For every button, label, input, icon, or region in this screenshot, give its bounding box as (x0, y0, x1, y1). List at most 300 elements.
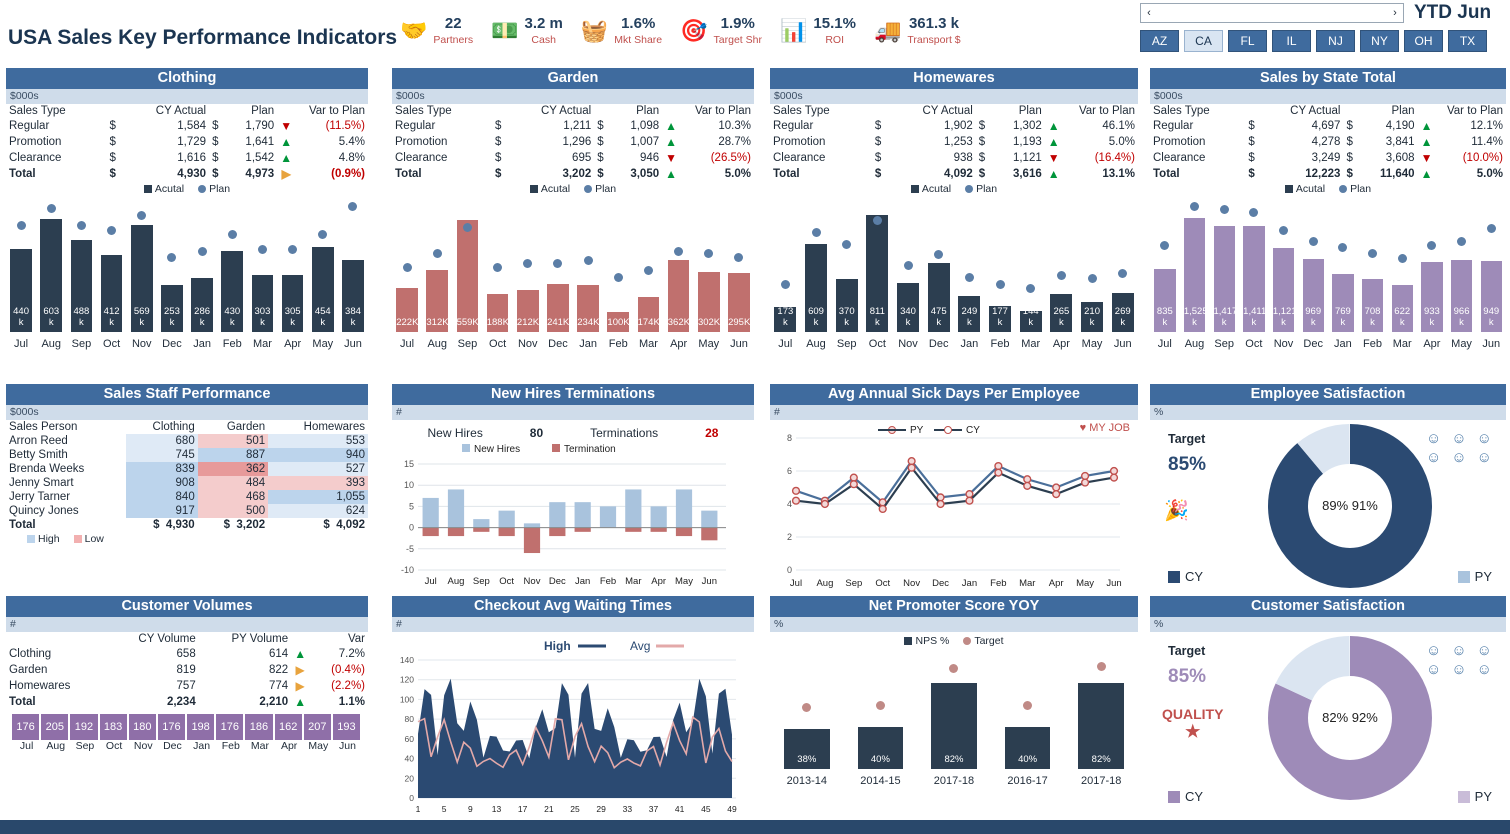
kpi-label: Transport $ (907, 33, 961, 46)
arrow-up-icon: ▲ (280, 151, 293, 165)
x-tick: Apr (670, 338, 688, 350)
plan-marker (842, 240, 851, 249)
kpi-value: 1.6% (621, 15, 656, 33)
smiley-icon: ☺ (1476, 642, 1492, 659)
x-tick: 2017-18 (933, 775, 975, 787)
panel-homewares (770, 68, 1138, 350)
legend-plan: Plan (584, 183, 616, 195)
plan-marker (47, 204, 56, 213)
svg-text:PY: PY (910, 425, 924, 436)
x-tick: Mar (1021, 338, 1041, 350)
garden-value: 362 (198, 462, 268, 476)
bar-value-label: 933 k (1423, 306, 1440, 328)
x-tick: Mar (1392, 338, 1412, 350)
svg-text:Aug: Aug (816, 578, 834, 589)
currency-symbol: $ (597, 136, 604, 148)
plan-marker (1118, 269, 1127, 278)
sales-grid (6, 104, 368, 182)
currency-symbol: $ (978, 136, 986, 148)
clothing-value: 839 (126, 462, 197, 476)
plan-marker (137, 211, 146, 220)
bar-value-label: 241K (547, 317, 570, 328)
bar-column (801, 195, 832, 332)
clothing-value: 908 (126, 476, 197, 490)
x-tick: Oct (103, 338, 121, 350)
new-hires-value: 80 (529, 426, 544, 440)
x-tick: Mar (252, 338, 272, 350)
x-tick: Mar (250, 740, 269, 752)
bar-value-label: 949 k (1483, 306, 1500, 328)
cv-box: 207 (304, 714, 331, 740)
x-tick: Jul (14, 338, 29, 350)
panel-unit: % (1150, 405, 1506, 420)
bar-actual (547, 284, 569, 332)
bar-value-label: 1,411 k (1243, 306, 1267, 328)
total-label: Total (9, 519, 36, 531)
table-row (770, 134, 1138, 150)
bar-value-label: 362K (667, 317, 690, 328)
var-arrow (1418, 118, 1436, 134)
homewares-bar-chart (770, 195, 1138, 350)
x-tick: 2016-17 (1007, 775, 1048, 787)
bar-column (338, 195, 368, 332)
col-header: Sales Type (1153, 105, 1210, 117)
plan-marker (1368, 249, 1377, 258)
staff-grid (6, 420, 368, 532)
target-label: Target (1168, 644, 1206, 658)
bar-actual (928, 263, 950, 332)
cv-box: 176 (12, 714, 39, 740)
table-row (770, 118, 1138, 134)
svg-text:Jun: Jun (701, 576, 717, 587)
kpi-label: Partners (433, 33, 474, 46)
x-tick: Oct (105, 740, 123, 752)
panel-unit: $000s (392, 89, 754, 104)
row-label: Total (395, 168, 422, 180)
bar-actual (457, 220, 479, 332)
bar-actual (866, 215, 888, 332)
bar-actual (805, 244, 827, 332)
svg-text:17: 17 (517, 804, 528, 814)
table-row (6, 448, 368, 462)
currency-symbol: $ (1346, 168, 1353, 180)
plan-marker (493, 263, 502, 272)
svg-text:Oct: Oct (499, 576, 515, 587)
arrow-up-icon: ▲ (665, 135, 678, 149)
kpi-value: 22 (444, 15, 462, 33)
var-arrow (291, 694, 309, 710)
plan-marker (1190, 202, 1199, 211)
spinner-prev-button[interactable]: ‹ (1147, 7, 1151, 19)
homewares-value: 553 (268, 434, 368, 448)
x-tick: 2017-18 (1080, 775, 1122, 787)
bar-actual (131, 225, 153, 332)
bar-column (97, 195, 127, 332)
homewares-value: 527 (268, 462, 368, 476)
col-header: PY Volume (231, 633, 289, 645)
bar-actual (836, 279, 858, 332)
panel-unit: % (770, 617, 1138, 632)
row-label: Regular (395, 120, 436, 132)
bar-actual (897, 283, 919, 332)
arrow-up-icon: ▲ (1420, 167, 1433, 181)
bar-value-label: 966 k (1453, 306, 1470, 328)
plan: 4,973 (245, 168, 275, 180)
plan-marker (1427, 241, 1436, 250)
col-header: Sales Type (395, 105, 452, 117)
state-button-oh[interactable]: OH (1404, 30, 1443, 52)
kpi-label: ROI (825, 33, 844, 46)
state-button-fl[interactable]: FL (1228, 30, 1267, 52)
bar-value-label: 269 k (1114, 306, 1131, 328)
cy-actual: 4,697 (1311, 120, 1341, 132)
employee-satisfaction-donut (1150, 420, 1506, 592)
x-tick: Mar (638, 338, 658, 350)
smiley-icons (1422, 430, 1496, 466)
row-label: Promotion (9, 136, 62, 148)
col-header: CY Actual (540, 105, 592, 117)
panel-unit: # (6, 617, 368, 632)
plan-marker (198, 247, 207, 256)
bar-value-label: 440 k (13, 306, 29, 328)
col-header: Plan (1391, 105, 1415, 117)
arrow-flat-icon: ▶ (295, 679, 305, 693)
svg-text:May: May (1076, 578, 1095, 589)
x-tick: Jan (193, 740, 211, 752)
var-arrow (291, 662, 309, 678)
kpi-label: Mkt Share (614, 33, 663, 46)
x-tick: Sep (75, 740, 95, 752)
svg-text:89% 91%: 89% 91% (1322, 498, 1378, 513)
row-label: Clearance (395, 152, 448, 164)
var-to-plan: 5.0% (724, 168, 751, 180)
panel-new-hires (392, 384, 754, 590)
homewares-value: 1,055 (268, 490, 368, 504)
sales-person: Quincy Jones (9, 505, 79, 517)
state-button-nj[interactable]: NJ (1316, 30, 1355, 52)
x-tick: Aug (1184, 338, 1205, 350)
x-tick: Jul (400, 338, 415, 350)
cv-box: 176 (216, 714, 243, 740)
plan-marker (1338, 243, 1347, 252)
col-header: CY Volume (138, 633, 196, 645)
bar-column (1358, 195, 1388, 332)
bar-value-label: 1,121 k (1272, 306, 1297, 328)
col-header: Plan (251, 105, 275, 117)
smiley-icon: ☺ (1476, 661, 1492, 678)
x-tick: May (312, 338, 334, 350)
x-tick: Sep (71, 338, 92, 350)
state-button-tx[interactable]: TX (1448, 30, 1487, 52)
row-label: Regular (1153, 120, 1194, 132)
cv-box: 183 (100, 714, 127, 740)
legend-nps: NPS % (904, 635, 949, 647)
kpi-value: 15.1% (813, 15, 856, 33)
panel-title: Garden (392, 68, 754, 89)
cv-box: 186 (245, 714, 272, 740)
x-tick: Apr (1052, 338, 1070, 350)
currency-symbol: $ (212, 136, 219, 148)
arrow-up-icon: ▲ (1420, 119, 1433, 133)
x-tick: Jun (339, 740, 356, 752)
plan-marker (965, 273, 974, 282)
plan: 3,608 (1385, 152, 1415, 164)
garden-value: 468 (198, 490, 268, 504)
basket-icon: 🧺 (580, 17, 609, 43)
x-tick: Oct (868, 338, 886, 350)
bar-value-label: 100K (607, 317, 630, 328)
currency-symbol: $ (495, 120, 502, 132)
bar-column (1476, 195, 1506, 332)
bar-column (1107, 195, 1138, 332)
x-tick: Feb (608, 338, 628, 350)
table-row (6, 662, 368, 678)
svg-text:29: 29 (596, 804, 606, 814)
legend-actual: Acutal (911, 183, 951, 195)
panel-employee-satisfaction (1150, 384, 1506, 592)
x-axis (392, 338, 754, 350)
spinner-next-button[interactable]: › (1393, 7, 1397, 19)
table-row (770, 150, 1138, 166)
svg-text:Termination: Termination (564, 444, 616, 455)
bar-column (1298, 195, 1328, 332)
currency-symbol: $ (874, 168, 882, 180)
bar-actual (1451, 260, 1472, 332)
bar-value-label: 340 k (900, 306, 916, 328)
py-volume: 822 (268, 664, 289, 676)
panel-unit: # (392, 617, 754, 632)
plan: 946 (639, 152, 660, 164)
x-tick: Jun (730, 338, 748, 350)
homewares-value: 393 (268, 476, 368, 490)
bar-value-label: 305 k (284, 306, 301, 328)
currency-symbol: $ (1346, 136, 1353, 148)
row-label: Total (9, 168, 36, 180)
bar-column (1015, 195, 1046, 332)
state-button-ca[interactable]: CA (1184, 30, 1223, 52)
bar-actual (161, 285, 183, 332)
bar-value-label: 475 k (930, 306, 947, 328)
bar-value-label: 622 k (1394, 306, 1411, 328)
bar-value-label: 40% (870, 754, 890, 765)
plan-marker (1057, 271, 1066, 280)
panel-title: Clothing (6, 68, 368, 89)
svg-text:15: 15 (403, 459, 414, 469)
plan: 11,640 (1380, 168, 1415, 180)
panel-unit: $000s (1150, 89, 1506, 104)
kpi-strip (400, 6, 979, 56)
svg-text:0: 0 (409, 793, 414, 803)
var-to-plan: 5.0% (1108, 136, 1135, 148)
variance: 7.2% (338, 648, 365, 660)
plan-marker (584, 256, 593, 265)
cv-box: 176 (158, 714, 185, 740)
legend-plan: Plan (965, 183, 997, 195)
bar-value-label: 174K (637, 317, 660, 328)
sales-table (770, 104, 1138, 182)
sales-table (392, 104, 754, 182)
kpi-value: 1.9% (720, 15, 755, 33)
cy-actual: 1,902 (944, 120, 973, 132)
x-tick: Nov (517, 338, 538, 350)
state-button-az[interactable]: AZ (1140, 30, 1179, 52)
bar-column (66, 195, 96, 332)
cy-actual: 12,223 (1305, 168, 1341, 180)
var-arrow (277, 134, 295, 150)
py-volume: 614 (268, 648, 289, 660)
legend-low: Low (84, 533, 104, 545)
x-axis (770, 775, 1138, 787)
plan-marker (553, 259, 562, 268)
customer-volumes-bars (6, 714, 368, 774)
plan-marker (934, 250, 943, 259)
currency-symbol: $ (1248, 168, 1255, 180)
var-arrow (1045, 166, 1063, 182)
bar-value-label: 312K (426, 317, 449, 328)
svg-text:Mar: Mar (625, 576, 642, 587)
bar-value-label: 370 k (838, 306, 855, 328)
bar-actual (1183, 218, 1208, 332)
var-to-plan: 10.3% (718, 120, 751, 132)
table-row (392, 150, 754, 166)
chart-legend (1150, 183, 1506, 195)
x-tick: Apr (284, 338, 302, 350)
table-row (6, 434, 368, 448)
currency-symbol: $ (597, 168, 604, 180)
legend-target: Target (963, 635, 1003, 647)
row-label: Total (9, 696, 36, 708)
arrow-up-icon: ▲ (280, 135, 293, 149)
cy-actual: 1,253 (944, 136, 973, 148)
row-label: Garden (9, 664, 48, 676)
svg-text:140: 140 (399, 655, 414, 665)
panel-nps (770, 596, 1138, 787)
state-button-ny[interactable]: NY (1360, 30, 1399, 52)
svg-text:49: 49 (727, 804, 737, 814)
plan-marker (1487, 224, 1496, 233)
panel-title: Customer Satisfaction (1150, 596, 1506, 617)
cv-grid (6, 632, 368, 710)
bar-value-label: 1,417 k (1213, 306, 1238, 328)
month-spinner[interactable] (1140, 3, 1404, 23)
bar-value-label: 188K (486, 317, 509, 328)
svg-text:10: 10 (403, 480, 414, 491)
clothing-value: 840 (126, 490, 197, 504)
arrow-down-icon: ▼ (280, 119, 293, 133)
row-label: Promotion (773, 136, 826, 148)
svg-text:CY: CY (966, 425, 980, 436)
bar-actual (487, 294, 509, 332)
arrow-down-icon: ▼ (665, 151, 678, 165)
bar-column (573, 195, 603, 332)
bar-column (1417, 195, 1447, 332)
panel-customer-satisfaction (1150, 596, 1506, 812)
arrow-up-icon: ▲ (294, 647, 307, 661)
staff-table (6, 420, 368, 532)
table-row (6, 504, 368, 518)
var-to-plan: 5.0% (1476, 168, 1503, 180)
col-header: Plan (1018, 105, 1042, 117)
cy-actual: 1,729 (177, 136, 207, 148)
bar-column (1387, 195, 1417, 332)
target-marker (1023, 701, 1032, 710)
table-row-total (6, 518, 368, 532)
people-icon: 🎉 (1164, 500, 1189, 522)
bar-actual (1050, 294, 1072, 332)
cash-icon: 💵 (491, 17, 519, 43)
currency-symbol: $ (597, 152, 604, 164)
plan-marker (1026, 284, 1035, 293)
sick-days-chart (770, 420, 1138, 592)
x-tick: May (1451, 338, 1472, 350)
svg-text:-5: -5 (405, 543, 414, 554)
kpi-partners (400, 15, 473, 46)
total-garden: $ 3,202 (223, 519, 266, 531)
customer-satisfaction-donut (1150, 632, 1506, 812)
x-tick: Sep (1214, 338, 1234, 350)
bar-area (770, 195, 1138, 332)
col-header: Var to Plan (308, 105, 365, 117)
plan: 1,193 (1012, 136, 1042, 148)
svg-text:20: 20 (404, 773, 414, 784)
bar-value-label: 835 k (1156, 306, 1173, 328)
table-row (1150, 134, 1506, 150)
currency-symbol: $ (978, 152, 986, 164)
svg-text:Aug: Aug (447, 576, 465, 587)
bar-actual (426, 270, 448, 332)
panel-unit: # (770, 405, 1138, 420)
bar-actual (71, 240, 93, 332)
cv-box: 193 (333, 714, 360, 740)
plan-marker (107, 226, 116, 235)
garden-value: 484 (198, 476, 268, 490)
svg-text:High: High (544, 639, 571, 653)
bar-actual (1392, 285, 1413, 332)
plan-marker (1088, 274, 1097, 283)
x-tick: May (308, 740, 329, 752)
currency-symbol: $ (495, 168, 502, 180)
bar-value-label: 249 k (961, 306, 978, 328)
smiley-icon: ☺ (1426, 661, 1442, 678)
bar-actual (396, 288, 418, 332)
chart-legend (6, 183, 368, 195)
bar-value-label: 173 k (777, 306, 794, 328)
x-tick: Nov (133, 740, 153, 752)
arrow-up-icon: ▲ (1420, 135, 1433, 149)
plan-marker (463, 223, 472, 232)
var-arrow (1045, 118, 1063, 134)
checkout-area-chart (392, 632, 754, 818)
svg-text:Sep: Sep (845, 578, 863, 589)
svg-text:Dec: Dec (932, 578, 949, 589)
x-tick: Jan (579, 338, 597, 350)
x-tick: 2014-15 (860, 775, 901, 787)
bar-value-label: 253 k (164, 306, 180, 328)
state-button-il[interactable]: IL (1272, 30, 1311, 52)
col-header: Var (347, 633, 365, 645)
panel-unit: # (392, 405, 754, 420)
var-to-plan: (10.0%) (1462, 152, 1503, 164)
bar-value-label: 303 k (254, 306, 271, 328)
state-filter-buttons[interactable] (1140, 30, 1508, 52)
x-tick: Jun (1113, 338, 1132, 350)
bar-column (1150, 195, 1180, 332)
var-to-plan: 11.4% (1471, 136, 1503, 148)
cv-box: 192 (70, 714, 97, 740)
svg-text:13: 13 (491, 804, 502, 814)
customer-volumes-table (6, 632, 368, 710)
bar-column (1077, 195, 1108, 332)
